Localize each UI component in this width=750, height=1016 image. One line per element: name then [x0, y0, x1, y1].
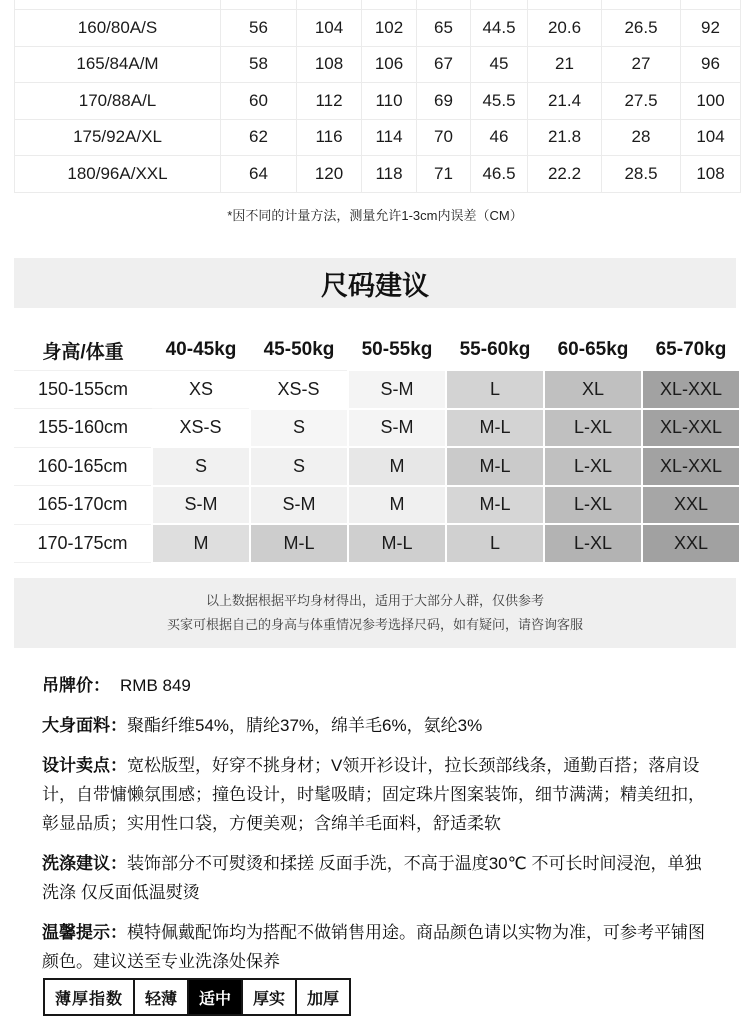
- disclaimer-line-1: 以上数据根据平均身材得出，适用于大部分人群，仅供参考: [205, 593, 544, 608]
- recommended-size-cell: L: [446, 524, 544, 563]
- size-table-head-row: [14, 331, 740, 370]
- washing-advice-value: 装饰部分不可熨烫和揉搓 反面手洗，不高于温度30℃ 不可长时间浸泡，单独洗涤 仅反面低温熨烫: [42, 854, 702, 902]
- clipped-header-cell: [528, 0, 602, 10]
- clipped-header-cell: [417, 0, 471, 10]
- size-recommendation-row: [14, 447, 740, 486]
- recommended-size-cell: XXL: [642, 486, 740, 525]
- measurement-value: 62: [221, 119, 297, 156]
- thickness-index-table: [43, 978, 351, 1016]
- recommended-size-cell: XS-S: [152, 409, 250, 448]
- size-recommendation-row: [14, 370, 740, 409]
- measurement-header-row-clipped: [15, 0, 741, 10]
- size-recommendation-row: [14, 409, 740, 448]
- thickness-option: 轻薄: [134, 979, 188, 1015]
- recommended-size-cell: M: [348, 447, 446, 486]
- height-weight-header: 身高/体重: [14, 331, 152, 370]
- washing-advice-label: 洗涤建议：: [42, 854, 127, 873]
- recommended-size-cell: L-XL: [544, 486, 642, 525]
- measurement-value: 20.6: [528, 10, 602, 47]
- weight-range-header: 55-60kg: [446, 331, 544, 370]
- size-recommendation-table: [14, 331, 741, 564]
- height-range-label: 150-155cm: [14, 370, 152, 409]
- fabric-label: 大身面料：: [42, 716, 127, 735]
- measurement-value: 67: [417, 46, 471, 83]
- tag-price-label: 吊牌价：: [42, 676, 110, 695]
- size-recommendation-row: [14, 524, 740, 563]
- recommended-size-cell: M: [152, 524, 250, 563]
- measurement-value: 116: [297, 119, 362, 156]
- measurement-size-label: 165/84A/M: [15, 46, 221, 83]
- measurement-value: 65: [417, 10, 471, 47]
- clipped-header-cell: [602, 0, 681, 10]
- recommended-size-cell: M: [348, 486, 446, 525]
- clipped-header-cell: [471, 0, 528, 10]
- measurement-value: 22.2: [528, 156, 602, 193]
- recommended-size-cell: XL: [544, 370, 642, 409]
- size-advice-title: 尺码建议: [321, 270, 429, 301]
- measurement-value: 112: [297, 83, 362, 120]
- measurement-value: 92: [681, 10, 741, 47]
- thickness-option: 厚实: [242, 979, 296, 1015]
- recommended-size-cell: XS-S: [250, 370, 348, 409]
- weight-range-header: 60-65kg: [544, 331, 642, 370]
- fabric-value: 聚酯纤维54%，腈纶37%，绵羊毛6%，氨纶3%: [127, 716, 483, 735]
- weight-range-header: 45-50kg: [250, 331, 348, 370]
- recommended-size-cell: S-M: [152, 486, 250, 525]
- measurement-table-body: [15, 0, 741, 192]
- measurement-footnote: *因不同的计量方法，测量允许1-3cm内误差（CM）: [227, 208, 523, 223]
- clipped-header-cell: [297, 0, 362, 10]
- measurement-value: 114: [362, 119, 417, 156]
- size-advice-banner: [14, 258, 736, 308]
- thickness-row: [44, 979, 350, 1015]
- measurement-value: 71: [417, 156, 471, 193]
- recommended-size-cell: S-M: [348, 409, 446, 448]
- clipped-header-cell: [221, 0, 297, 10]
- thickness-option: 加厚: [296, 979, 350, 1015]
- measurement-value: 21.8: [528, 119, 602, 156]
- recommended-size-cell: S: [250, 409, 348, 448]
- tag-price-row: [42, 671, 712, 700]
- measurement-value: 26.5: [602, 10, 681, 47]
- washing-advice-row: [42, 849, 712, 907]
- recommended-size-cell: M-L: [446, 447, 544, 486]
- thickness-index-label: 薄厚指数: [44, 979, 134, 1015]
- recommended-size-cell: S-M: [348, 370, 446, 409]
- recommended-size-cell: L: [446, 370, 544, 409]
- measurement-row: [15, 10, 741, 47]
- measurement-table: [14, 0, 741, 193]
- measurement-size-label: 180/96A/XXL: [15, 156, 221, 193]
- weight-range-header: 50-55kg: [348, 331, 446, 370]
- measurement-value: 60: [221, 83, 297, 120]
- measurement-value: 28: [602, 119, 681, 156]
- measurement-value: 100: [681, 83, 741, 120]
- recommended-size-cell: L-XL: [544, 409, 642, 448]
- measurement-value: 70: [417, 119, 471, 156]
- recommended-size-cell: XS: [152, 370, 250, 409]
- measurement-value: 120: [297, 156, 362, 193]
- selling-points-label: 设计卖点：: [42, 756, 127, 775]
- recommended-size-cell: M-L: [446, 486, 544, 525]
- tag-price-value: RMB 849: [120, 676, 191, 695]
- measurement-value: 45.5: [471, 83, 528, 120]
- warm-tips-value: 模特佩戴配饰均为搭配不做销售用途。商品颜色请以实物为准，可参考平铺图颜色。建议送至专业洗涤处保养: [42, 923, 705, 971]
- recommended-size-cell: XL-XXL: [642, 370, 740, 409]
- recommended-size-cell: M-L: [250, 524, 348, 563]
- recommended-size-cell: XL-XXL: [642, 409, 740, 448]
- measurement-value: 58: [221, 46, 297, 83]
- warm-tips-label: 温馨提示：: [42, 923, 127, 942]
- measurement-row: [15, 83, 741, 120]
- measurement-value: 56: [221, 10, 297, 47]
- measurement-value: 27: [602, 46, 681, 83]
- measurement-value: 46.5: [471, 156, 528, 193]
- measurement-value: 106: [362, 46, 417, 83]
- recommended-size-cell: XXL: [642, 524, 740, 563]
- measurement-value: 104: [681, 119, 741, 156]
- recommended-size-cell: L-XL: [544, 447, 642, 486]
- selling-points-row: [42, 751, 712, 838]
- disclaimer-line-2: 买家可根据自己的身高与体重情况参考选择尺码，如有疑问，请咨询客服: [166, 617, 583, 632]
- measurement-row: [15, 46, 741, 83]
- disclaimer-box: [14, 578, 736, 648]
- measurement-value: 21.4: [528, 83, 602, 120]
- height-range-label: 170-175cm: [14, 524, 152, 563]
- clipped-header-cell: [362, 0, 417, 10]
- measurement-value: 44.5: [471, 10, 528, 47]
- measurement-value: 110: [362, 83, 417, 120]
- measurement-row: [15, 119, 741, 156]
- measurement-value: 27.5: [602, 83, 681, 120]
- measurement-size-label: 170/88A/L: [15, 83, 221, 120]
- warm-tips-row: [42, 918, 712, 976]
- recommended-size-cell: M-L: [348, 524, 446, 563]
- size-recommendation-row: [14, 486, 740, 525]
- selling-points-value: 宽松版型，好穿不挑身材；V领开衫设计，拉长颈部线条，通勤百搭；落肩设计，自带慵懒氛围感；撞色设计，时髦吸睛；固定珠片图案装饰，细节满满；精美纽扣，彰显品质；实用性口袋，方便美观；含绵羊毛面料，舒适柔软: [42, 756, 705, 833]
- fabric-row: [42, 711, 712, 740]
- recommended-size-cell: M-L: [446, 409, 544, 448]
- measurement-value: 45: [471, 46, 528, 83]
- measurement-value: 118: [362, 156, 417, 193]
- size-table-body: [14, 370, 740, 563]
- measurement-value: 64: [221, 156, 297, 193]
- weight-range-header: 40-45kg: [152, 331, 250, 370]
- measurement-value: 21: [528, 46, 602, 83]
- measurement-value: 108: [297, 46, 362, 83]
- product-details: [42, 671, 712, 987]
- measurement-value: 96: [681, 46, 741, 83]
- measurement-size-label: 160/80A/S: [15, 10, 221, 47]
- recommended-size-cell: XL-XXL: [642, 447, 740, 486]
- measurement-value: 102: [362, 10, 417, 47]
- recommended-size-cell: S: [152, 447, 250, 486]
- height-range-label: 160-165cm: [14, 447, 152, 486]
- measurement-value: 46: [471, 119, 528, 156]
- measurement-value: 69: [417, 83, 471, 120]
- measurement-value: 104: [297, 10, 362, 47]
- clipped-header-cell: [15, 0, 221, 10]
- thickness-option-selected: 适中: [188, 979, 242, 1015]
- measurement-row: [15, 156, 741, 193]
- measurement-size-label: 175/92A/XL: [15, 119, 221, 156]
- clipped-header-cell: [681, 0, 741, 10]
- recommended-size-cell: S: [250, 447, 348, 486]
- weight-range-header: 65-70kg: [642, 331, 740, 370]
- recommended-size-cell: S-M: [250, 486, 348, 525]
- measurement-value: 108: [681, 156, 741, 193]
- height-range-label: 155-160cm: [14, 409, 152, 448]
- recommended-size-cell: L-XL: [544, 524, 642, 563]
- height-range-label: 165-170cm: [14, 486, 152, 525]
- measurement-value: 28.5: [602, 156, 681, 193]
